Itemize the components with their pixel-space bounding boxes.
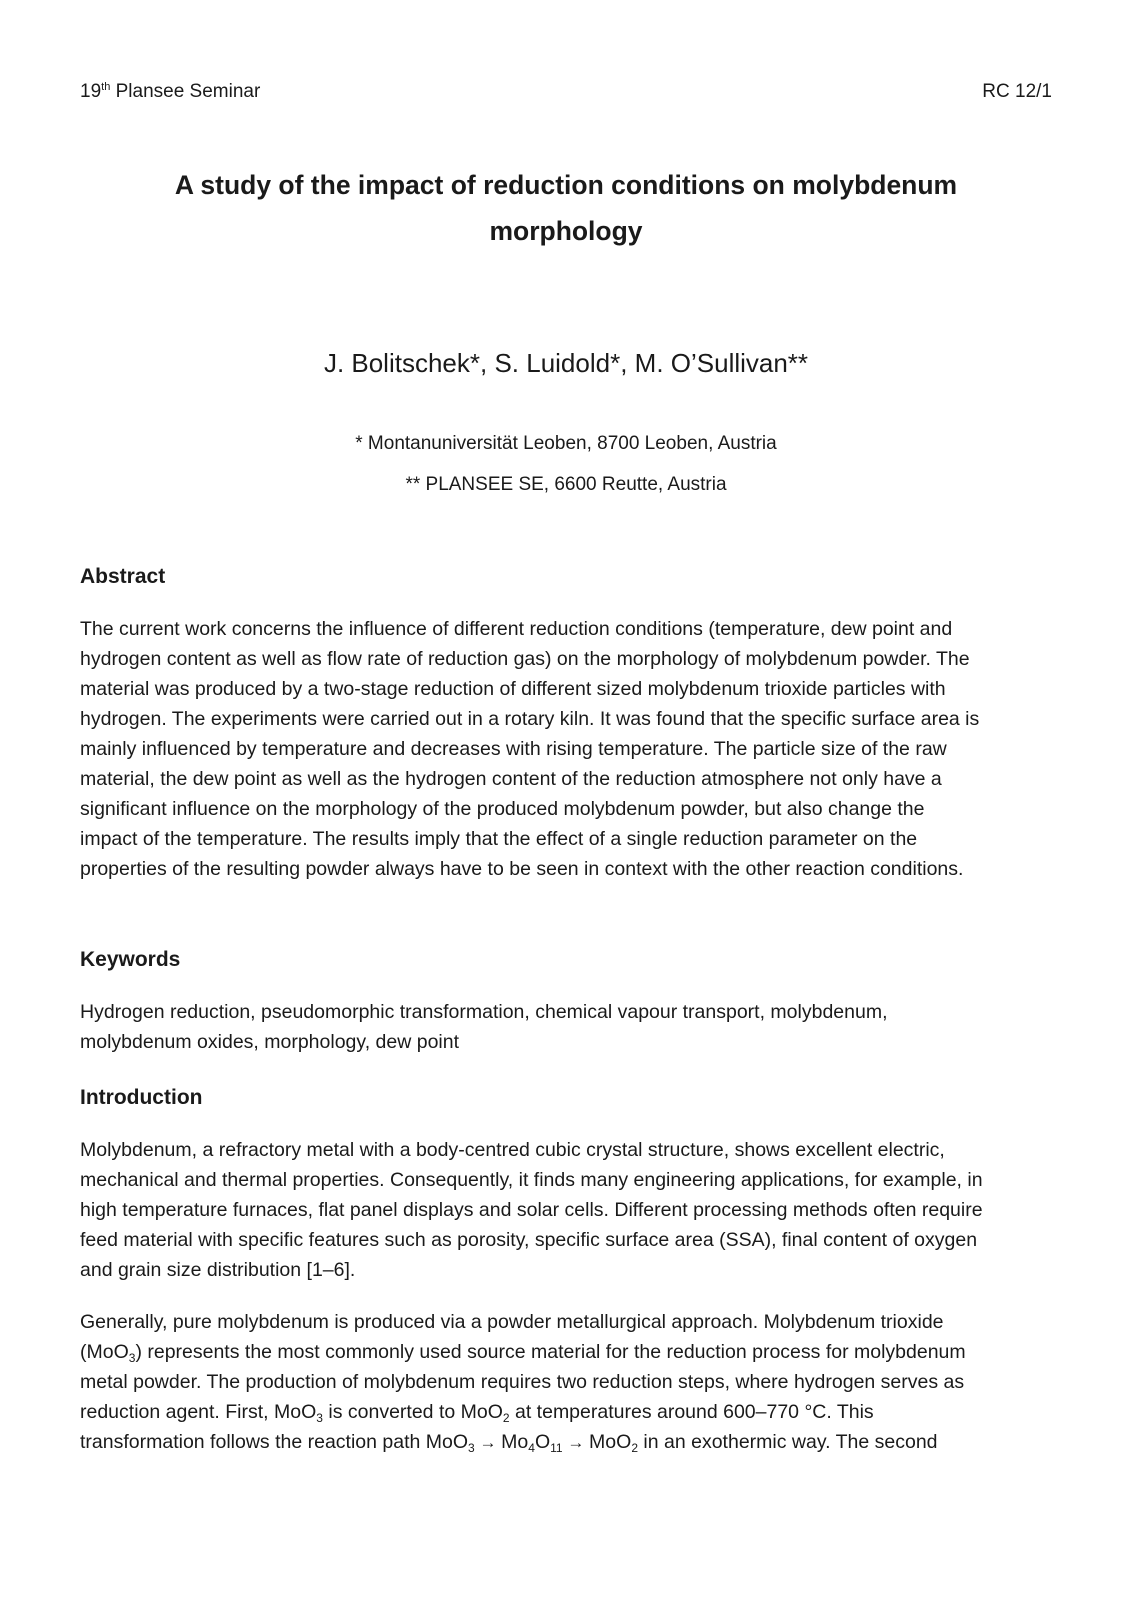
intro-line (80, 1397, 1052, 1427)
paper-code: RC 12/1 (982, 81, 1052, 102)
seminar-label (80, 79, 260, 105)
abstract-line: significant influence on the morphology of the produced molybdenum powder, but also change the (80, 798, 925, 820)
abstract-paragraph (80, 614, 1052, 884)
title-line-2: morphology (489, 216, 643, 246)
author-list: J. Bolitschek*, S. Luidold*, M. O’Sullivan** (323, 348, 809, 378)
intro-line: Molybdenum, a refractory metal with a body-centred cubic crystal structure, shows excellent electric, (80, 1139, 945, 1161)
abstract-line: material was produced by a two-stage reduction of different sized molybdenum trioxide particles with (80, 678, 946, 700)
title-line-1: A study of the impact of reduction conditions on molybdenum (174, 170, 958, 200)
abstract-line: mainly influenced by temperature and decreases with rising temperature. The particle size of the raw (80, 738, 947, 760)
abstract-line: The current work concerns the influence of different reduction conditions (temperature, dew point and (80, 618, 953, 640)
text-run: (MoO (80, 1341, 129, 1363)
subscript: 2 (502, 1411, 510, 1425)
subscript: 2 (631, 1441, 638, 1455)
introduction-paragraph-1 (80, 1135, 1052, 1285)
intro-line: high temperature furnaces, flat panel displays and solar cells. Different processing methods often require (80, 1199, 983, 1221)
abstract-line: material, the dew point as well as the hydrogen content of the reduction atmosphere not only have a (80, 768, 942, 790)
reaction-arrow-icon: → (474, 1433, 502, 1452)
intro-line (80, 1337, 1052, 1367)
text-run: transformation follows the reaction path MoO (80, 1431, 469, 1453)
subscript: 3 (128, 1351, 136, 1365)
abstract-line: hydrogen content as well as flow rate of reduction gas) on the morphology of molybdenum powder. The (80, 648, 970, 670)
text-run: at temperatures around 600–770 °C. This (509, 1401, 874, 1423)
abstract-line: hydrogen. The experiments were carried out in a rotary kiln. It was found that the specific surface area is (80, 708, 980, 730)
running-header (80, 79, 1052, 105)
keywords-line: Hydrogen reduction, pseudomorphic transformation, chemical vapour transport, molybdenum, (80, 1001, 888, 1023)
paper-title (80, 162, 1052, 254)
seminar-number: 19 (80, 81, 102, 102)
intro-line: Generally, pure molybdenum is produced via a powder metallurgical approach. Molybdenum trioxide (80, 1311, 944, 1333)
reaction-arrow-icon: → (562, 1433, 590, 1452)
text-run: reduction agent. First, MoO (80, 1401, 317, 1423)
paper-page (80, 0, 1052, 1600)
text-run: MoO (589, 1431, 632, 1453)
introduction-paragraph-2 (80, 1307, 1052, 1458)
keywords-line: molybdenum oxides, morphology, dew point (80, 1031, 460, 1053)
seminar-name: Plansee Seminar (110, 81, 261, 102)
keywords-paragraph (80, 997, 1052, 1057)
seminar-ordinal-suffix: th (101, 81, 111, 93)
intro-line: metal powder. The production of molybdenum requires two reduction steps, where hydrogen serves as (80, 1371, 965, 1393)
text-run: in an exothermic way. The second (638, 1431, 938, 1453)
abstract-line: impact of the temperature. The results imply that the effect of a single reduction parameter on the (80, 828, 918, 850)
intro-line: and grain size distribution [1–6]. (80, 1259, 356, 1281)
intro-line (80, 1427, 1052, 1458)
text-run: is converted to MoO (322, 1401, 503, 1423)
subscript: 4 (528, 1441, 535, 1455)
affiliation-1: * Montanuniversität Leoben, 8700 Leoben, Austria (355, 433, 777, 454)
text-run: Mo (501, 1431, 529, 1453)
introduction-heading: Introduction (80, 1086, 203, 1109)
keywords-heading: Keywords (80, 948, 181, 971)
intro-line: feed material with specific features such as porosity, specific surface area (SSA), final content of oxygen (80, 1229, 978, 1251)
subscript: 3 (468, 1441, 475, 1455)
text-run: ) represents the most commonly used source material for the reduction process for molybdenum (135, 1341, 966, 1363)
subscript: 3 (316, 1411, 323, 1425)
abstract-line: properties of the resulting powder always have to be seen in context with the other reaction conditions. (80, 858, 964, 880)
affiliation-2: ** PLANSEE SE, 6600 Reutte, Austria (405, 474, 727, 495)
intro-line: mechanical and thermal properties. Consequently, it finds many engineering applications, for example, in (80, 1169, 983, 1191)
text-run: O (534, 1431, 551, 1453)
abstract-heading: Abstract (80, 565, 166, 588)
subscript: 11 (550, 1441, 563, 1455)
